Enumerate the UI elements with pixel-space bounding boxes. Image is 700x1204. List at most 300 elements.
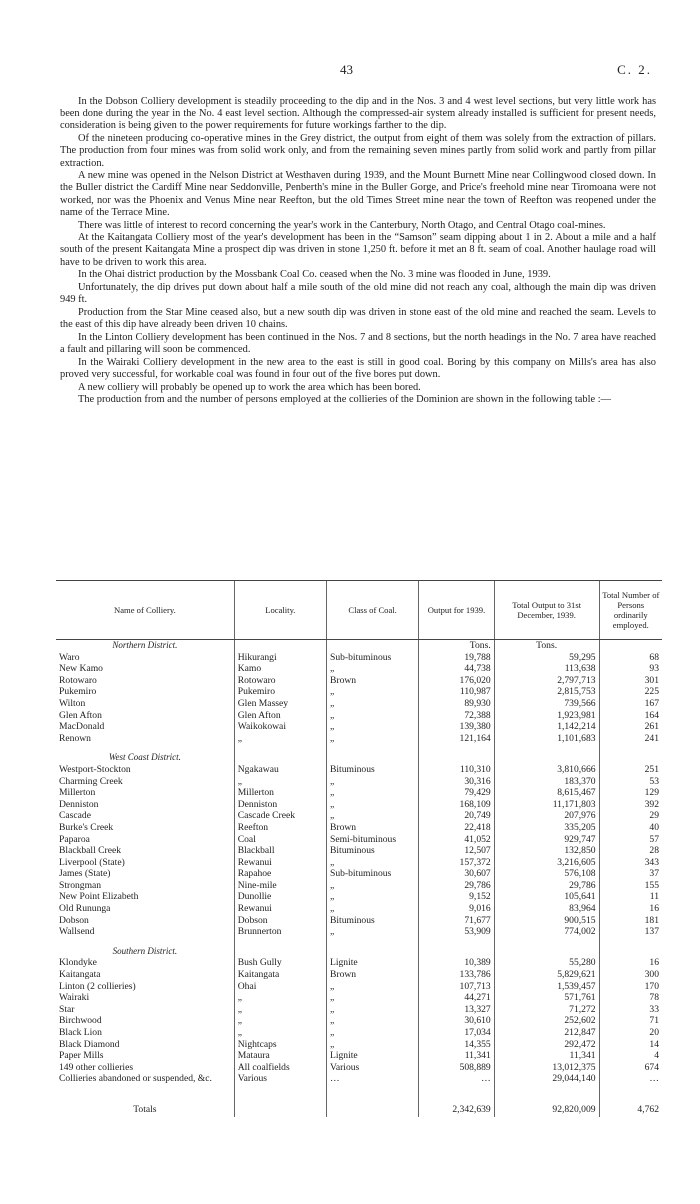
empty-cell [56, 938, 234, 946]
coal-class: „ [326, 1004, 418, 1016]
total-output: 29,044,140 [494, 1073, 599, 1085]
colliery-name: Rotowaro [59, 674, 97, 686]
empty-cell [494, 946, 599, 958]
output-1939: 157,372 [419, 857, 494, 869]
output-1939: 71,677 [419, 915, 494, 927]
col-header-output: Output for 1939. [419, 581, 494, 640]
output-1939: 9,016 [419, 903, 494, 915]
locality: Dunollie [234, 891, 326, 903]
coal-class: Various [326, 1062, 418, 1074]
coal-class: „ [326, 1039, 418, 1051]
coal-class: Lignite [326, 957, 418, 969]
table-row [56, 822, 662, 834]
locality: Nine-mile [234, 880, 326, 892]
coal-class: „ [326, 1015, 418, 1027]
persons-employed: 392 [599, 799, 662, 811]
empty-cell [419, 938, 494, 946]
table-row [56, 733, 662, 745]
empty-cell [234, 938, 326, 946]
empty-cell [234, 744, 326, 752]
coal-class: „ [326, 733, 418, 745]
empty-cell [326, 938, 418, 946]
total-output: 11,171,803 [494, 799, 599, 811]
colliery-name: Westport-Stockton [59, 763, 131, 775]
output-1939: 10,389 [419, 957, 494, 969]
persons-employed: 225 [599, 686, 662, 698]
persons-employed: 93 [599, 663, 662, 675]
table-row [56, 981, 662, 993]
locality: Mataura [234, 1050, 326, 1062]
locality: Kaitangata [234, 969, 326, 981]
totals-persons: 4,762 [599, 1093, 662, 1117]
empty-cell [234, 946, 326, 958]
coal-class: Sub-bituminous [326, 868, 418, 880]
table-row [56, 1073, 662, 1085]
totals-output: 2,342,639 [419, 1093, 494, 1117]
output-1939: 20,749 [419, 810, 494, 822]
locality: Millerton [234, 787, 326, 799]
colliery-name: Linton (2 collieries) [59, 980, 136, 992]
locality: Glen Massey [234, 698, 326, 710]
table-row [56, 903, 662, 915]
output-1939: 176,020 [419, 675, 494, 687]
unit-label-total: Tons. [494, 640, 599, 652]
total-output: 576,108 [494, 868, 599, 880]
colliery-name: Blackball Creek [59, 845, 122, 857]
col-header-total: Total Output to 31st December, 1939. [494, 581, 599, 640]
table-row [56, 915, 662, 927]
district-name: Southern District. [112, 945, 178, 956]
coal-class: „ [326, 926, 418, 938]
coal-class: „ [326, 663, 418, 675]
total-output: 5,829,621 [494, 969, 599, 981]
paragraph: A new colliery will probably be opened up to work the area which has been bored. [78, 381, 421, 393]
table-row [56, 868, 662, 880]
total-output: 29,786 [494, 880, 599, 892]
locality: Kamo [234, 663, 326, 675]
colliery-name: Strongman [59, 879, 102, 891]
spacer-row [56, 1085, 662, 1093]
coal-class: Bituminous [326, 845, 418, 857]
total-output: 3,810,666 [494, 764, 599, 776]
district-name: West Coast District. [108, 752, 181, 763]
table-row [56, 1062, 662, 1074]
colliery-name: Kaitangata [59, 969, 101, 981]
total-output: 3,216,605 [494, 857, 599, 869]
total-output: 252,602 [494, 1015, 599, 1027]
total-output: 59,295 [494, 652, 599, 664]
output-1939: 29,786 [419, 880, 494, 892]
empty-cell [419, 946, 494, 958]
output-1939: 11,341 [419, 1050, 494, 1062]
persons-employed: … [599, 1073, 662, 1085]
locality: „ [234, 733, 326, 745]
persons-employed: 20 [599, 1027, 662, 1039]
colliery-name: New Point Elizabeth [59, 891, 139, 903]
empty-cell [599, 946, 662, 958]
output-1939: 107,713 [419, 981, 494, 993]
empty-cell [599, 744, 662, 752]
output-1939: 53,909 [419, 926, 494, 938]
total-output: 11,341 [494, 1050, 599, 1062]
table-row [56, 857, 662, 869]
colliery-production-table [56, 580, 662, 1117]
locality: Hikurangi [234, 652, 326, 664]
locality: Nightcaps [234, 1039, 326, 1051]
unit-label-output: Tons. [419, 640, 494, 652]
output-1939: 110,310 [419, 764, 494, 776]
empty-cell [326, 640, 418, 652]
output-1939: 12,507 [419, 845, 494, 857]
locality: Glen Afton [234, 710, 326, 722]
persons-employed: 241 [599, 733, 662, 745]
spacer-row [56, 938, 662, 946]
total-output: 1,101,683 [494, 733, 599, 745]
table-row [56, 764, 662, 776]
locality: Pukemiro [234, 686, 326, 698]
output-1939: 9,152 [419, 891, 494, 903]
spacer-row [56, 744, 662, 752]
colliery-name: Liverpool (State) [59, 856, 125, 868]
persons-employed: 57 [599, 834, 662, 846]
persons-employed: 16 [599, 903, 662, 915]
locality: Ohai [234, 981, 326, 993]
persons-employed: 155 [599, 880, 662, 892]
locality: „ [234, 1015, 326, 1027]
persons-employed: 300 [599, 969, 662, 981]
empty-cell [599, 752, 662, 764]
locality: Blackball [234, 845, 326, 857]
colliery-name: Paparoa [59, 833, 90, 845]
total-output: 929,747 [494, 834, 599, 846]
colliery-name: Collieries abandoned or suspended, &c. [59, 1073, 212, 1085]
persons-employed: 71 [599, 1015, 662, 1027]
total-output: 1,539,457 [494, 981, 599, 993]
table-row [56, 880, 662, 892]
empty-cell [599, 640, 662, 652]
persons-employed: 4 [599, 1050, 662, 1062]
colliery-name: Paper Mills [59, 1050, 104, 1062]
paragraph: In the Ohai district production by the Mossbank Coal Co. ceased when the No. 3 mine was flooded in June, 1939. [78, 269, 551, 281]
paragraph: Unfortunately, the dip drives put down about half a mile south of the old mine did not reach any coal, although the main dip was driven 949 ft. [60, 282, 656, 306]
table-row [56, 926, 662, 938]
paragraph: At the Kaitangata Colliery most of the year's development has been in the “Samson” seam dipping about 1 in 2. About a mile and a half south of the present Kaitangata Mine a prospect dip was driven in stone 1,250 ft. before it met an 8 ft. seam of coal. Another haulage road will have to be driven to work this area. [60, 232, 656, 268]
locality: Cascade Creek [234, 810, 326, 822]
locality: Bush Gully [234, 957, 326, 969]
page-number: 43 [340, 62, 353, 77]
persons-employed: 129 [599, 787, 662, 799]
locality: Various [234, 1073, 326, 1085]
colliery-name: Renown [59, 732, 91, 744]
coal-class: Bituminous [326, 764, 418, 776]
total-output: 2,815,753 [494, 686, 599, 698]
output-1939: 30,316 [419, 776, 494, 788]
persons-employed: 181 [599, 915, 662, 927]
col-header-name: Name of Colliery. [56, 581, 234, 640]
coal-class: „ [326, 1027, 418, 1039]
locality: „ [234, 992, 326, 1004]
locality: „ [234, 1027, 326, 1039]
district-name: Northern District. [112, 640, 178, 650]
locality: All coalfields [234, 1062, 326, 1074]
colliery-name: Black Diamond [59, 1038, 120, 1050]
output-1939: 79,429 [419, 787, 494, 799]
persons-employed: 33 [599, 1004, 662, 1016]
page-header [0, 62, 700, 78]
locality: Rewanui [234, 903, 326, 915]
total-output: 71,272 [494, 1004, 599, 1016]
body-text [60, 96, 656, 407]
empty-cell [56, 744, 234, 752]
colliery-name: Wallsend [59, 926, 95, 938]
empty-cell [494, 752, 599, 764]
coal-class: „ [326, 698, 418, 710]
col-header-persons: Total Number of Persons ordinarily employed. [599, 581, 662, 640]
table-row [56, 698, 662, 710]
colliery-name: Millerton [59, 787, 96, 799]
coal-class: „ [326, 903, 418, 915]
output-1939: 110,987 [419, 686, 494, 698]
paragraph: In the Linton Colliery development has been continued in the Nos. 7 and 8 sections, but the north headings in the No. 7 area have reached a fault and pillaring will soon be commenced. [60, 331, 656, 356]
locality: „ [234, 1004, 326, 1016]
colliery-name: Charming Creek [59, 775, 123, 787]
coal-class: „ [326, 710, 418, 722]
paragraph: There was little of interest to record concerning the year's work in the Canterbury, North Otago, and Central Otago coal-mines. [78, 219, 606, 231]
persons-employed: 40 [599, 822, 662, 834]
total-output: 105,641 [494, 891, 599, 903]
locality: Reefton [234, 822, 326, 834]
locality: Dobson [234, 915, 326, 927]
table-row [56, 787, 662, 799]
col-header-class: Class of Coal. [326, 581, 418, 640]
paragraph: In the Wairaki Colliery development in the new area to the east is still in good coal. Boring by this company on Mills's area has also proved very successful, for workable coal was found in four out of the five bores put down. [60, 356, 656, 380]
output-1939: 133,786 [419, 969, 494, 981]
coal-class: „ [326, 981, 418, 993]
persons-employed: 261 [599, 721, 662, 733]
output-1939: 508,889 [419, 1062, 494, 1074]
table-row [56, 891, 662, 903]
persons-employed: 170 [599, 981, 662, 993]
output-1939: 168,109 [419, 799, 494, 811]
empty-cell [234, 752, 326, 764]
persons-employed: 167 [599, 698, 662, 710]
coal-class: Sub-bituminous [326, 652, 418, 664]
output-1939: 44,271 [419, 992, 494, 1004]
total-output: 739,566 [494, 698, 599, 710]
coal-class: „ [326, 799, 418, 811]
total-output: 13,012,375 [494, 1062, 599, 1074]
output-1939: … [419, 1073, 494, 1085]
empty-cell [326, 946, 418, 958]
total-output: 212,847 [494, 1027, 599, 1039]
locality: Brunnerton [234, 926, 326, 938]
colliery-name: Glen Afton [59, 709, 102, 721]
persons-employed: 11 [599, 891, 662, 903]
table-row [56, 834, 662, 846]
coal-class: „ [326, 891, 418, 903]
persons-employed: 343 [599, 857, 662, 869]
coal-class: Semi-bituminous [326, 834, 418, 846]
persons-employed: 14 [599, 1039, 662, 1051]
coal-class: „ [326, 721, 418, 733]
totals-row [56, 1093, 662, 1117]
output-1939: 13,327 [419, 1004, 494, 1016]
total-output: 8,615,467 [494, 787, 599, 799]
persons-employed: 37 [599, 868, 662, 880]
paragraph: Of the nineteen producing co-operative mines in the Grey district, the output from eight of them was solely from the extraction of pillars. The production from four mines was from solid work only, and from the remaining seven mines partly from solid work and partly from pillar extraction. [60, 133, 656, 169]
persons-employed: 78 [599, 992, 662, 1004]
locality: Waikokowai [234, 721, 326, 733]
empty-cell [419, 752, 494, 764]
totals-total: 92,820,009 [494, 1093, 599, 1117]
district-row [56, 946, 662, 958]
output-1939: 22,418 [419, 822, 494, 834]
table-row [56, 845, 662, 857]
table-row [56, 1015, 662, 1027]
persons-employed: 53 [599, 776, 662, 788]
empty-cell [599, 1085, 662, 1093]
coal-class: „ [326, 776, 418, 788]
total-output: 774,002 [494, 926, 599, 938]
colliery-name: Black Lion [59, 1027, 102, 1038]
empty-cell [419, 744, 494, 752]
total-output: 571,761 [494, 992, 599, 1004]
colliery-name: Cascade [59, 810, 91, 822]
output-1939: 17,034 [419, 1027, 494, 1039]
colliery-name: Wilton [59, 697, 86, 709]
table-row [56, 652, 662, 664]
table-row [56, 810, 662, 822]
paragraph: A new mine was opened in the Nelson District at Westhaven during 1939, and the Mount Burnett Mine near Collingwood closed down. In the Buller district the Cardiff Mine near Seddonville, Penberth's mine in the Buller Gorge, and Price's freehold mine near Tiromoana were not worked, nor was the Phoenix and Venus Mine near Reefton, but the old Times Street mine near the town of Reefton was reopened under the name of the Terrace Mine. [60, 170, 656, 218]
table-row [56, 675, 662, 687]
empty-cell [234, 1093, 326, 1117]
persons-employed: 68 [599, 652, 662, 664]
locality: „ [234, 776, 326, 788]
colliery-name: MacDonald [59, 721, 105, 733]
output-1939: 72,388 [419, 710, 494, 722]
persons-employed: 29 [599, 810, 662, 822]
paragraph: In the Dobson Colliery development is steadily proceeding to the dip and in the Nos. 3 and 4 west level sections, but very little work has been done during the year in the No. 4 east level section. Although the compressed-air system already installed is sufficient for present needs, consideration is being given to the power requirements for future workings farther to the dip. [60, 96, 656, 132]
output-1939: 19,788 [419, 652, 494, 664]
persons-employed: 251 [599, 764, 662, 776]
empty-cell [326, 1085, 418, 1093]
persons-employed: 301 [599, 675, 662, 687]
coal-class: Brown [326, 675, 418, 687]
table-row [56, 957, 662, 969]
table-header-row [56, 581, 662, 640]
locality: Denniston [234, 799, 326, 811]
output-1939: 44,738 [419, 663, 494, 675]
colliery-name: Old Rununga [59, 903, 111, 915]
total-output: 1,923,981 [494, 710, 599, 722]
total-output: 292,472 [494, 1039, 599, 1051]
document-reference: C. 2. [617, 62, 652, 77]
coal-class: „ [326, 810, 418, 822]
colliery-name: Wairaki [59, 992, 90, 1004]
table-row [56, 776, 662, 788]
table-row [56, 1027, 662, 1039]
table-row [56, 721, 662, 733]
coal-class: „ [326, 787, 418, 799]
colliery-name: Star [59, 1003, 75, 1015]
colliery-name: James (State) [59, 868, 111, 880]
total-output: 83,964 [494, 903, 599, 915]
output-1939: 30,607 [419, 868, 494, 880]
table-row [56, 992, 662, 1004]
locality: Ngakawau [234, 764, 326, 776]
table-row [56, 710, 662, 722]
totals-label: Totals [133, 1104, 157, 1116]
total-output: 900,515 [494, 915, 599, 927]
colliery-name: Pukemiro [59, 686, 97, 698]
output-1939: 30,610 [419, 1015, 494, 1027]
colliery-name: Klondyke [59, 957, 97, 969]
coal-class: „ [326, 880, 418, 892]
paragraph: Production from the Star Mine ceased also, but a new south dip was driven in stone east of the old mine and reached the seam. Levels to the east of this dip have already been driven 10 chains. [60, 306, 656, 331]
empty-cell [234, 1085, 326, 1093]
empty-cell [326, 1093, 418, 1117]
table-row [56, 663, 662, 675]
persons-employed: 674 [599, 1062, 662, 1074]
empty-cell [599, 938, 662, 946]
colliery-name: Denniston [59, 798, 99, 810]
output-1939: 41,052 [419, 834, 494, 846]
district-row [56, 640, 662, 652]
persons-employed: 16 [599, 957, 662, 969]
coal-class: Bituminous [326, 915, 418, 927]
district-row [56, 752, 662, 764]
locality: Rewanui [234, 857, 326, 869]
empty-cell [494, 744, 599, 752]
locality: Rotowaro [234, 675, 326, 687]
table-row [56, 799, 662, 811]
coal-class: Lignite [326, 1050, 418, 1062]
total-output: 55,280 [494, 957, 599, 969]
table-row [56, 686, 662, 698]
coal-class: „ [326, 857, 418, 869]
empty-cell [326, 752, 418, 764]
table-row [56, 1039, 662, 1051]
colliery-name: New Kamo [59, 663, 103, 675]
paragraph: The production from and the number of persons employed at the collieries of the Dominion are shown in the following table :— [78, 394, 611, 406]
empty-cell [494, 938, 599, 946]
coal-class: „ [326, 686, 418, 698]
empty-cell [234, 640, 326, 652]
persons-employed: 137 [599, 926, 662, 938]
table-row [56, 969, 662, 981]
table-row [56, 1050, 662, 1062]
output-1939: 139,380 [419, 721, 494, 733]
output-1939: 121,164 [419, 733, 494, 745]
total-output: 207,976 [494, 810, 599, 822]
colliery-name: Burke's Creek [59, 821, 114, 833]
coal-class: „ [326, 992, 418, 1004]
persons-employed: 28 [599, 845, 662, 857]
coal-class: … [326, 1073, 418, 1085]
coal-class: Brown [326, 969, 418, 981]
output-1939: 89,930 [419, 698, 494, 710]
locality: Rapahoe [234, 868, 326, 880]
colliery-name: Waro [59, 651, 80, 663]
colliery-name: Birchwood [59, 1015, 102, 1027]
total-output: 132,850 [494, 845, 599, 857]
total-output: 2,797,713 [494, 675, 599, 687]
total-output: 1,142,214 [494, 721, 599, 733]
colliery-name: Dobson [59, 914, 89, 926]
table-row [56, 1004, 662, 1016]
empty-cell [494, 1085, 599, 1093]
output-1939: 14,355 [419, 1039, 494, 1051]
